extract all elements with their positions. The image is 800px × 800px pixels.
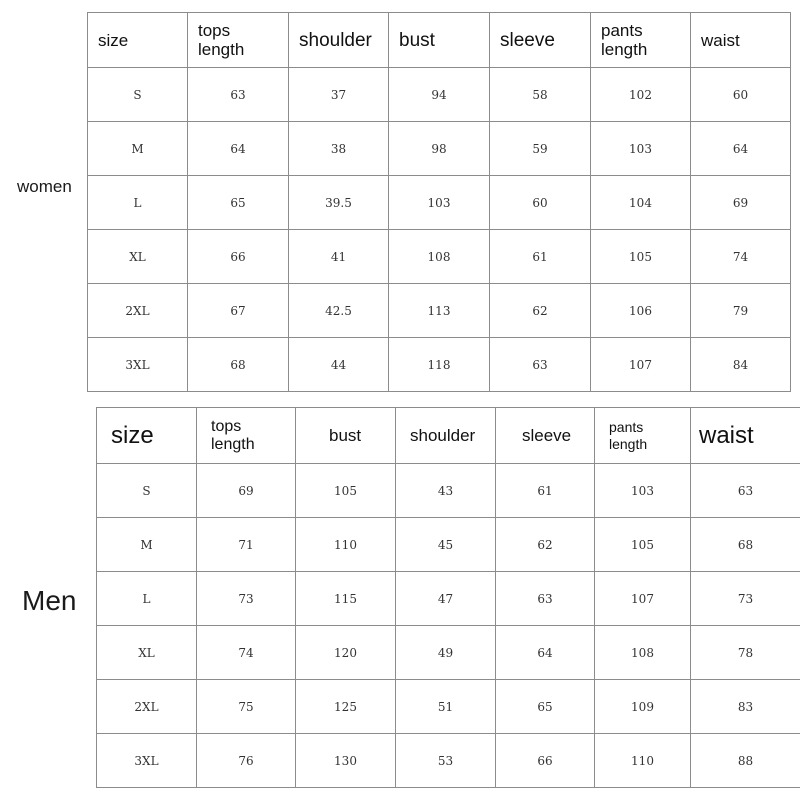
women-value-cell: 38 <box>289 122 389 176</box>
men-table-row <box>97 518 800 572</box>
men-value-cell: 108 <box>595 626 691 680</box>
men-header-waist: waist <box>691 408 800 464</box>
women-value-cell: 41 <box>289 230 389 284</box>
women-header-bust: bust <box>389 13 490 68</box>
men-value-cell: 63 <box>496 572 595 626</box>
men-value-cell: 105 <box>296 464 396 518</box>
men-value-cell: 73 <box>197 572 296 626</box>
women-table-row <box>88 122 791 176</box>
men-table-row <box>97 572 800 626</box>
men-value-cell: 69 <box>197 464 296 518</box>
men-header-shoulder: shoulder <box>396 408 496 464</box>
women-table-row <box>88 230 791 284</box>
women-value-cell: 60 <box>691 68 791 122</box>
men-value-cell: 107 <box>595 572 691 626</box>
men-size-cell: M <box>97 518 197 572</box>
men-value-cell: 109 <box>595 680 691 734</box>
women-value-cell: 94 <box>389 68 490 122</box>
men-value-cell: 105 <box>595 518 691 572</box>
men-value-cell: 61 <box>496 464 595 518</box>
women-table-row <box>88 176 791 230</box>
women-value-cell: 37 <box>289 68 389 122</box>
women-value-cell: 62 <box>490 284 591 338</box>
men-value-cell: 71 <box>197 518 296 572</box>
men-value-cell: 64 <box>496 626 595 680</box>
women-value-cell: 113 <box>389 284 490 338</box>
men-table-row <box>97 734 800 788</box>
women-size-table <box>87 12 791 392</box>
women-size-cell: 3XL <box>88 338 188 392</box>
women-value-cell: 65 <box>188 176 289 230</box>
men-value-cell: 88 <box>691 734 800 788</box>
men-size-cell: S <box>97 464 197 518</box>
women-section-label: women <box>17 177 72 196</box>
men-value-cell: 43 <box>396 464 496 518</box>
men-header-pants-length: pants length <box>595 408 691 464</box>
women-value-cell: 98 <box>389 122 490 176</box>
men-size-cell: L <box>97 572 197 626</box>
women-value-cell: 106 <box>591 284 691 338</box>
men-header-size: size <box>97 408 197 464</box>
men-table-row <box>97 626 800 680</box>
women-value-cell: 105 <box>591 230 691 284</box>
women-value-cell: 67 <box>188 284 289 338</box>
men-size-cell: 2XL <box>97 680 197 734</box>
men-header-bust: bust <box>296 408 396 464</box>
women-value-cell: 69 <box>691 176 791 230</box>
women-header-pants-length: pants length <box>591 13 691 68</box>
women-value-cell: 74 <box>691 230 791 284</box>
men-value-cell: 125 <box>296 680 396 734</box>
men-header-sleeve: sleeve <box>496 408 595 464</box>
men-value-cell: 76 <box>197 734 296 788</box>
men-value-cell: 115 <box>296 572 396 626</box>
women-value-cell: 104 <box>591 176 691 230</box>
men-value-cell: 53 <box>396 734 496 788</box>
women-value-cell: 63 <box>490 338 591 392</box>
men-table-row <box>97 680 800 734</box>
men-value-cell: 103 <box>595 464 691 518</box>
women-size-cell: XL <box>88 230 188 284</box>
women-value-cell: 39.5 <box>289 176 389 230</box>
women-header-shoulder: shoulder <box>289 13 389 68</box>
men-size-cell: XL <box>97 626 197 680</box>
men-value-cell: 120 <box>296 626 396 680</box>
men-table-row <box>97 464 800 518</box>
men-value-cell: 66 <box>496 734 595 788</box>
women-size-cell: L <box>88 176 188 230</box>
women-table-body <box>88 13 791 392</box>
men-size-cell: 3XL <box>97 734 197 788</box>
men-value-cell: 63 <box>691 464 800 518</box>
men-value-cell: 110 <box>595 734 691 788</box>
men-value-cell: 75 <box>197 680 296 734</box>
women-table-row <box>88 338 791 392</box>
women-value-cell: 84 <box>691 338 791 392</box>
men-value-cell: 110 <box>296 518 396 572</box>
women-table-row <box>88 284 791 338</box>
women-value-cell: 102 <box>591 68 691 122</box>
women-value-cell: 60 <box>490 176 591 230</box>
women-value-cell: 44 <box>289 338 389 392</box>
women-value-cell: 108 <box>389 230 490 284</box>
women-value-cell: 63 <box>188 68 289 122</box>
women-value-cell: 118 <box>389 338 490 392</box>
women-value-cell: 68 <box>188 338 289 392</box>
women-header-size: size <box>88 13 188 68</box>
men-value-cell: 130 <box>296 734 396 788</box>
women-value-cell: 66 <box>188 230 289 284</box>
women-header-tops-length: tops length <box>188 13 289 68</box>
men-value-cell: 47 <box>396 572 496 626</box>
men-value-cell: 65 <box>496 680 595 734</box>
men-table-body <box>97 408 800 788</box>
women-size-cell: M <box>88 122 188 176</box>
women-value-cell: 64 <box>188 122 289 176</box>
men-header-tops-length: tops length <box>197 408 296 464</box>
women-value-cell: 103 <box>389 176 490 230</box>
women-value-cell: 61 <box>490 230 591 284</box>
women-size-cell: 2XL <box>88 284 188 338</box>
men-size-table <box>96 407 800 788</box>
men-value-cell: 51 <box>396 680 496 734</box>
women-table-row <box>88 68 791 122</box>
men-value-cell: 83 <box>691 680 800 734</box>
women-header-sleeve: sleeve <box>490 13 591 68</box>
women-size-cell: S <box>88 68 188 122</box>
women-value-cell: 107 <box>591 338 691 392</box>
men-header-row <box>97 408 800 464</box>
men-value-cell: 45 <box>396 518 496 572</box>
men-value-cell: 68 <box>691 518 800 572</box>
men-section-label: Men <box>22 585 77 616</box>
men-value-cell: 73 <box>691 572 800 626</box>
men-value-cell: 49 <box>396 626 496 680</box>
women-value-cell: 79 <box>691 284 791 338</box>
women-value-cell: 64 <box>691 122 791 176</box>
women-value-cell: 58 <box>490 68 591 122</box>
women-value-cell: 103 <box>591 122 691 176</box>
women-header-row <box>88 13 791 68</box>
women-value-cell: 42.5 <box>289 284 389 338</box>
men-value-cell: 74 <box>197 626 296 680</box>
men-value-cell: 78 <box>691 626 800 680</box>
men-value-cell: 62 <box>496 518 595 572</box>
women-header-waist: waist <box>691 13 791 68</box>
women-value-cell: 59 <box>490 122 591 176</box>
